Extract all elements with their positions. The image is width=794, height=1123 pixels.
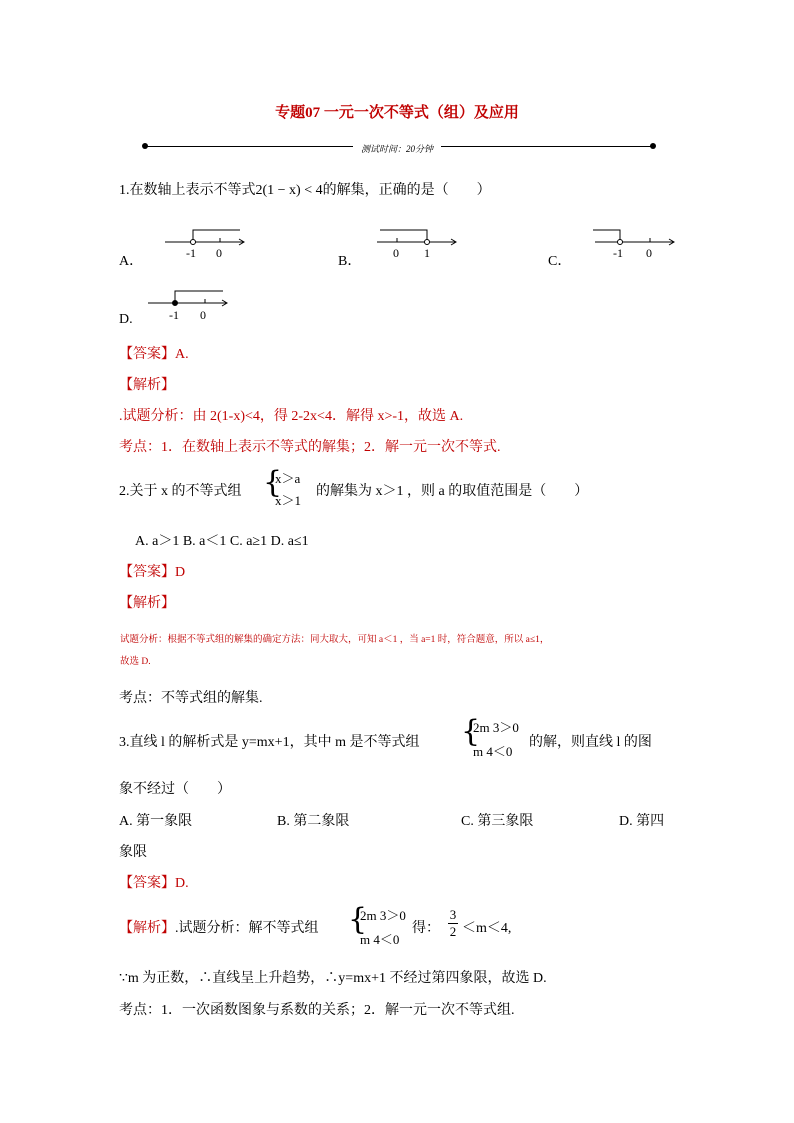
q3-option-b: B. 第二象限: [277, 814, 350, 829]
answer-value: A.: [175, 347, 189, 362]
q2-kaodian: 考点：不等式组的解集.: [119, 691, 263, 706]
q1-b-tick-1: 1: [424, 246, 430, 260]
q1-answer: [119, 343, 189, 363]
q3-stem-line2: 象不经过（ ）: [119, 782, 231, 797]
q1-b-tick-0: 0: [393, 246, 399, 260]
q1-option-a-numberline: [160, 224, 250, 264]
q3-answer: [119, 872, 189, 892]
brace-icon: {: [461, 714, 481, 749]
q1-stem: 1.在数轴上表示不等式2(1 − x) < 4的解集，正确的是（ ）: [119, 183, 491, 198]
q2-sys-line1: x＞a: [275, 471, 301, 486]
analysis-pre: .试题分析：解不等式组: [175, 921, 319, 936]
answer-label: 【答案】: [119, 347, 175, 362]
q1-d-tick-neg1: -1: [169, 308, 179, 322]
q3-option-a: A. 第一象限: [119, 814, 193, 829]
test-time: 测试时间：20分钟: [0, 139, 794, 157]
q3-kaodian: 考点：1．一次函数图象与系数的关系；2．解一元一次不等式组.: [119, 1003, 515, 1018]
page-title: 专题07 一元一次不等式（组）及应用: [275, 105, 519, 121]
q1-option-a-label: A．: [119, 254, 144, 269]
q3-solution-post: ＜m＜4,: [462, 921, 512, 936]
q3-solution-pre: 得：: [412, 921, 440, 936]
q1-analysis-label: 【解析】: [119, 378, 175, 393]
q1-option-b-label: B．: [338, 254, 362, 269]
q3-option-c: C. 第三象限: [461, 814, 534, 829]
q1-option-b-numberline: [372, 224, 462, 264]
q3-analysis-system: [348, 903, 418, 951]
q3-analysis-sys-line1: 2m 3＞0: [360, 908, 406, 923]
q3-inequality-system: [461, 715, 531, 763]
brace-icon: {: [263, 465, 283, 500]
q1-d-tick-0: 0: [200, 308, 206, 322]
q2-stem-post: 的解集为 x＞1 ，则 a 的取值范围是（ ）: [316, 484, 589, 499]
q1-a-tick-neg1: -1: [186, 246, 196, 260]
q2-options: A. a＞1 B. a＜1 C. a≥1 D. a≤1: [135, 534, 309, 549]
q3-stem-pre: 3.直线 l 的解析式是 y=mx+1，其中 m 是不等式组: [119, 735, 420, 750]
q1-option-c-label: C．: [548, 254, 572, 269]
fraction-denominator: 2: [449, 924, 457, 939]
q2-answer: [119, 561, 185, 581]
q3-fraction: [446, 908, 460, 939]
q1-c-tick-neg1: -1: [613, 246, 623, 260]
q2-stem-pre: 2.关于 x 的不等式组: [119, 484, 242, 499]
q2-analysis-line1: 试题分析：根据不等式组的解集的确定方法：同大取大，可知 a＜1 ，当 a=1 时，符合题意，所以 a≤1，: [120, 635, 550, 645]
q1-option-c-numberline: [590, 224, 680, 264]
answer-value: D: [175, 565, 186, 580]
q1-option-d-numberline: [145, 285, 235, 325]
q1-option-d-label: D.: [119, 312, 133, 327]
analysis-label: 【解析】: [119, 921, 175, 936]
answer-label: 【答案】: [119, 876, 175, 891]
q3-option-d: D. 第四: [619, 814, 665, 829]
q2-inequality-system: [263, 466, 313, 510]
q2-analysis-line2: 故选 D.: [120, 657, 151, 667]
q3-analysis-line2: ∵m 为正数，∴直线呈上升趋势，∴y=mx+1 不经过第四象限，故选 D.: [119, 971, 547, 986]
answer-value: D.: [175, 876, 189, 891]
q1-kaodian: 考点：1．在数轴上表示不等式的解集；2．解一元一次不等式.: [119, 440, 501, 455]
q1-analysis: .试题分析：由 2(1-x)<4，得 2-2x<4．解得 x>-1，故选 A.: [119, 409, 464, 424]
q1-c-tick-0: 0: [646, 246, 652, 260]
brace-icon: {: [348, 902, 368, 937]
q3-option-d-cont: 象限: [119, 845, 147, 860]
q2-analysis-label: 【解析】: [119, 596, 175, 611]
answer-label: 【答案】: [119, 565, 175, 580]
q3-sys-line1: 2m 3＞0: [473, 720, 519, 735]
fraction-numerator: 3: [449, 907, 457, 922]
q1-a-tick-0: 0: [216, 246, 222, 260]
q3-sys-line2: m 4＜0: [473, 744, 513, 759]
q3-analysis-sys-line2: m 4＜0: [360, 932, 400, 947]
q2-sys-line2: x＞1: [275, 493, 302, 508]
q3-analysis-start: [119, 917, 319, 937]
q3-stem-post: 的解，则直线 l 的图: [529, 735, 652, 750]
